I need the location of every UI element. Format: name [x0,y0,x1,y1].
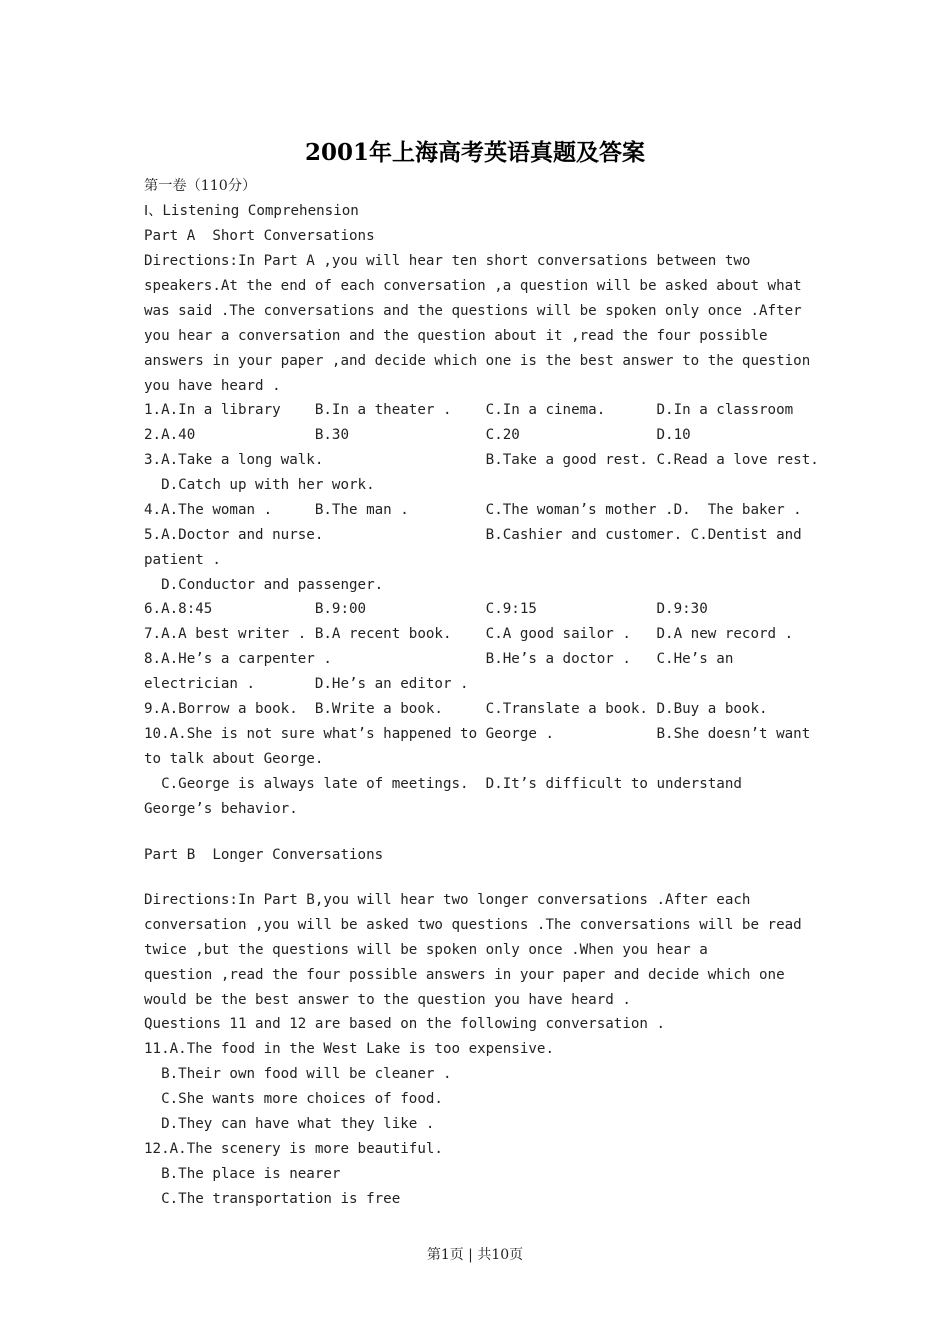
text-line: question ,read the four possible answers in your paper and decide which one [144,967,785,983]
text-line: answers in your paper ,and decide which one is the best answer to the question [144,353,811,369]
text-line: conversation ,you will be asked two questions .The conversations will be read [144,917,802,933]
text-line: twice ,but the questions will be spoken only once .When you hear a [144,942,708,958]
question-line: C.The transportation is free [144,1191,401,1207]
question-line: C.She wants more choices of food. [144,1091,443,1107]
text-line: would be the best answer to the question you have heard . [144,992,631,1008]
text-line: Directions:In Part B,you will hear two longer conversations .After each [144,892,751,908]
question-line: 2.A.40 B.30 C.20 D.10 [144,427,691,443]
question-line: to talk about George. [144,751,324,767]
question-line: C.George is always late of meetings. D.It’s difficult to understand [144,776,742,792]
question-line: 10.A.She is not sure what’s happened to George . B.She doesn’t want [144,726,811,742]
question-line: 12.A.The scenery is more beautiful. [144,1141,443,1157]
question-line: 6.A.8:45 B.9:00 C.9:15 D.9:30 [144,601,708,617]
part-a-heading: Part A Short Conversations [144,228,375,244]
question-line: B.The place is nearer [144,1166,341,1182]
question-line: electrician . D.He’s an editor . [144,676,469,692]
question-line: George’s behavior. [144,801,298,817]
text-line: you have heard . [144,378,281,394]
question-line: 4.A.The woman . B.The man . C.The woman’s mother .D. The baker . [144,502,802,518]
part-b-heading: Part B Longer Conversations [144,847,384,863]
text-line: Directions:In Part A ,you will hear ten short conversations between two [144,253,751,269]
question-line: 11.A.The food in the West Lake is too expensive. [144,1041,554,1057]
question-line: B.Their own food will be cleaner . [144,1066,452,1082]
part-heading: Ⅰ、Listening Comprehension [144,203,359,219]
question-line: D.Conductor and passenger. [144,577,384,593]
question-line: 9.A.Borrow a book. B.Write a book. C.Translate a book. D.Buy a book. [144,701,768,717]
question-line: 7.A.A best writer . B.A recent book. C.A good sailor . D.A new record . [144,626,794,642]
document-title: 2001年上海高考英语真题及答案 [304,139,645,166]
text-line: you hear a conversation and the question about it ,read the four possible [144,328,768,344]
question-line: 3.A.Take a long walk. B.Take a good rest. C.Read a love rest. [144,452,819,468]
question-line: D.Catch up with her work. [144,477,375,493]
question-line: patient . [144,552,221,568]
text-line: was said .The conversations and the questions will be spoken only once .After [144,303,802,319]
page-footer: 第1页 | 共10页 [426,1247,524,1263]
question-line: D.They can have what they like . [144,1116,435,1132]
text-line: speakers.At the end of each conversation ,a question will be asked about what [144,278,802,294]
question-line: 8.A.He’s a carpenter . B.He’s a doctor . C.He’s an [144,651,734,667]
question-line: 5.A.Doctor and nurse. B.Cashier and customer. C.Dentist and [144,527,802,543]
section-heading: 第一卷（110分） [144,178,257,194]
question-line: 1.A.In a library B.In a theater . C.In a cinema. D.In a classroom [144,402,794,418]
text-line: Questions 11 and 12 are based on the following conversation . [144,1016,666,1032]
